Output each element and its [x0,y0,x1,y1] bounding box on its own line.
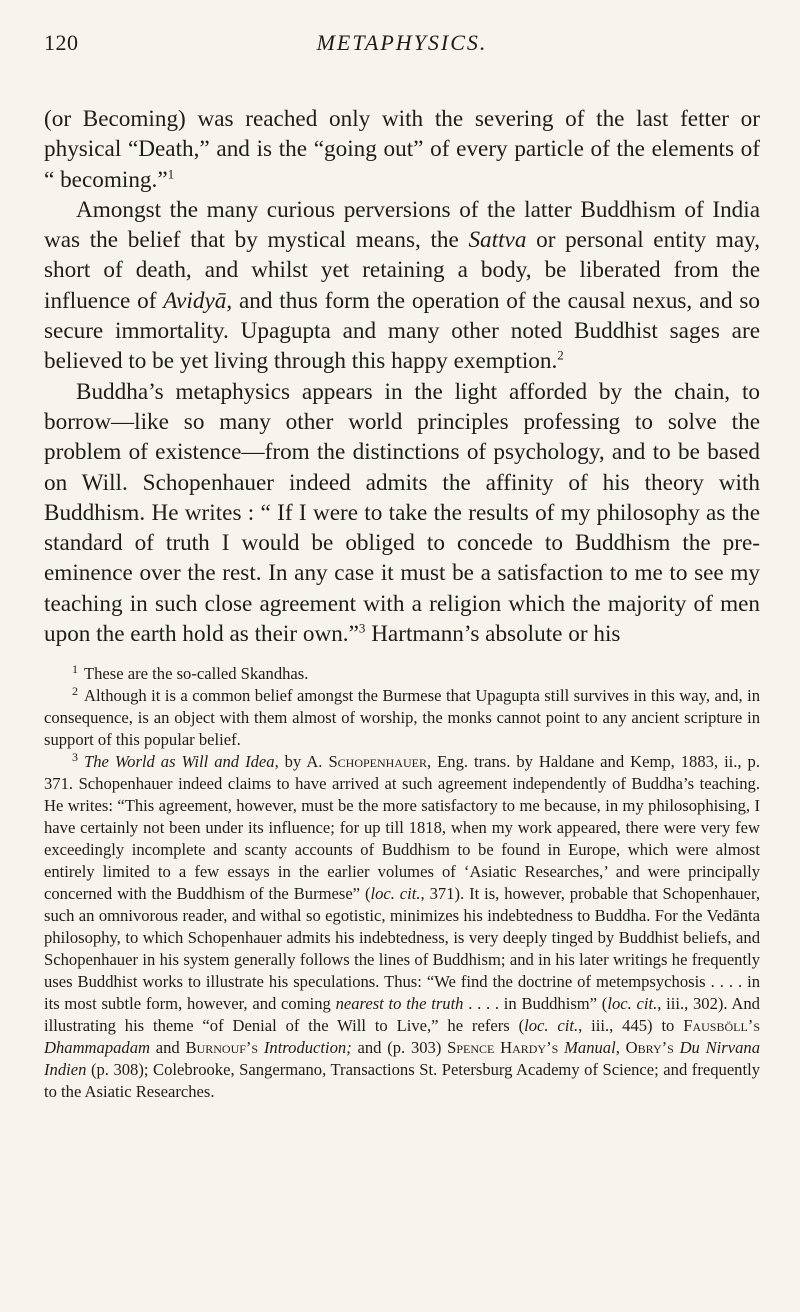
term-avidya: Avidyā [163,287,227,314]
author-name: Schopenhauer [328,752,428,772]
book-title: Dhammapadam [44,1038,151,1058]
footnote-ref-2: 2 [557,347,564,363]
footnote-1 [44,663,760,685]
text-run: Buddha’s metaphysics appears in the light afforded by the chain, to borrow—like so many other world principles professing to solve the problem of existence—from the distinctions of psychology, and to be based on Will. Schopenhauer indeed admits the affinity of his theory with Buddhism. He writes : “ If I were to take the results of my philosophy as the standard of truth I would be obliged to concede to Buddhism the pre-eminence over the rest. In any case it must be a satisfaction to me to see my teaching in such close agreement with a religion which the majority of men upon the earth hold as their own.” [44,378,760,648]
text-run: , and thus form the operation of the causal nexus, and so secure immortality. Upagupta and many other noted Buddhist sages are believed to be yet living through this happy exemption. [44,287,760,375]
text-run: or personal entity may, short of death, and whilst yet retaining a body, be liberated from the influence of [44,227,760,314]
text-run: Amongst the many curious perversions of the latter Buddhism of India was the belief that by mystical means, the [44,196,760,254]
citation: loc. cit. [524,1016,579,1036]
text-run: , Eng. trans. by Haldane and Kemp, 1883, ii., p. 371. Schopenhauer indeed claims to have arrived at such agreement independently of Buddha’s teaching. He writes: “This agreement, however, must be the more satisfactory to me because, in my philosophising, I have certainly not been under its influence; for up till 1818, when my work appeared, there were very few exceedingly incomplete and scanty accounts of Buddhism to be found in Europe, which were almost entirely limited to a few essays in the earlier volumes of ‘Asiatic Researches,’ and were principally concerned with the Buddhism of the Burmese” ( [44,752,760,904]
text-run: , iii., 302). And illustrating his theme “of Denial of the Will to Live,” he refers ( [44,994,760,1036]
text-run: , 371). It is, however, probable that Schopenhauer, such an omnivorous reader, and withal so egotistic, minimizes his indebtedness to Buddha. For the Vedānta philosophy, to which Schopenhauer admits his indebtedness, is very deeply tinged by Buddhist beliefs, and Schopenhauer in his system generally follows the lines of Buddhism; and in his later writings he frequently uses Buddhist works to illustrate his speculations. Thus: “We find the doctrine of metempsychosis . . . . in its most subtle form, however, and coming [44,884,760,1014]
footnote-text: These are the so-called Skandhas. [84,664,309,684]
book-page [44,20,760,1103]
text-run: , iii., 445) to [578,1016,684,1036]
text-run: , by A. [274,752,329,772]
citation: loc. cit. [370,884,421,904]
main-text [44,104,760,649]
text-run: (or Becoming) was reached only with the severing of the last fetter or physical “Death,” and is the “going out” of every particle of the elements of “ becoming.” [44,106,760,193]
text-run: . . . . in Buddhism” ( [463,994,608,1014]
author-name: Obry’s [625,1038,674,1058]
footnote-number: 3 [72,749,78,764]
author-name: Fausböll’s [683,1016,760,1036]
author-name: Burnouf’s [185,1038,259,1058]
page-number: 120 [44,30,79,55]
book-title: The World as Will and Idea [84,752,275,772]
footnotes [44,663,760,1103]
footnote-number: 2 [72,683,78,698]
footnote-2 [44,685,760,751]
text-run: Hartmann’s absolute or his [365,621,621,648]
footnote-ref-1: 1 [167,165,175,181]
paragraph-2 [44,195,760,377]
book-title: Introduction; [263,1038,352,1058]
text-run: and [150,1038,186,1058]
page-header [44,20,760,55]
footnote-number: 1 [72,661,78,676]
citation: loc. cit. [607,994,658,1014]
text-run: and (p. 303) [351,1038,448,1058]
running-title: METAPHYSICS. [316,30,488,55]
footnote-ref-3: 3 [358,620,366,636]
book-title: Du Nirvana Indien [44,1038,761,1080]
text-run: , [615,1038,626,1058]
term-sattva: Sattva [468,227,527,254]
paragraph-3 [44,377,760,650]
footnote-3 [44,751,760,1103]
footnote-text: Although it is a common belief amongst the Burmese that Upagupta still survives in this way, and, in consequence, is an object with them almost of worship, the monks cannot point to any ancient scripture in support of this popular belief. [44,686,760,750]
author-name: Spence Hardy’s [447,1038,559,1058]
emphasis: nearest to the truth [335,994,464,1014]
paragraph-1 [44,104,760,195]
book-title: Manual [564,1038,616,1058]
text-run: (p. 308); Colebrooke, Sangermano, Transactions St. Petersburg Academy of Science; and frequently to the Asiatic Researches. [44,1060,760,1102]
